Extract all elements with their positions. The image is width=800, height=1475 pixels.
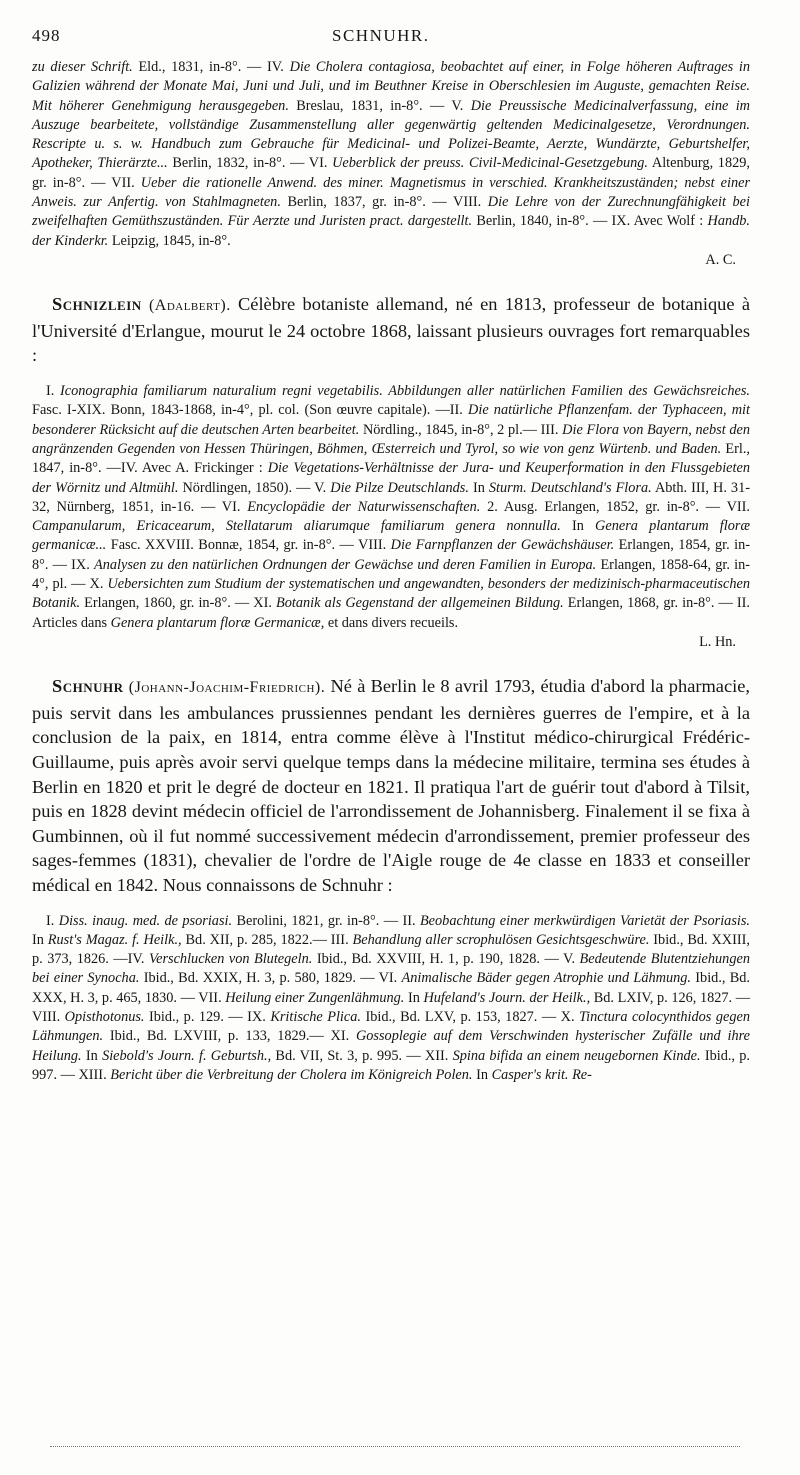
citation-text: Ibid., Bd. LXVIII, p. 133, 1829.— XI. (103, 1028, 356, 1045)
title-italic: Animalische Bäder gegen Atrophie und Lähmung. (401, 970, 691, 987)
bibliography-schnuhr (32, 912, 750, 1086)
citation-text: Fasc. I-XIX. Bonn, 1843-1868, in-4°, pl. col. (Son œuvre capitale). —II. (32, 402, 469, 419)
title-italic: Die Lehre von der Zurechnungfähigkeit bei zweifelhaften Gemüthszuständen. Für Aerzte und Juristen pract. dargestellt. (32, 194, 750, 230)
entry-text: Célèbre botaniste allemand, né en 1813, professeur de botanique à l'Université d'Erlangue, mourut le 24 octobre 1868, laissant plusieurs ouvrages fort remarquables : (32, 294, 750, 366)
citation-text: In (32, 931, 48, 948)
citation-text: In (560, 518, 596, 535)
citation-text: Bd. VII, St. 3, p. 995. — XII. (271, 1047, 453, 1064)
citation-text: I. (46, 383, 61, 400)
title-italic: Die Pilze Deutschlands. (330, 479, 469, 496)
title-italic: zu dieser Schrift. (32, 59, 133, 75)
citation-text: Eld., 1831, in-8°. — IV. (132, 59, 290, 75)
citation-text: Berlin, 1837, gr. in-8°. — VIII. (280, 194, 488, 211)
citation-text: In (468, 479, 489, 496)
title-italic: Analysen zu den natürlichen Ordnungen der Gewächse und deren Familien in Europa. (93, 556, 597, 573)
bibliography-text (32, 913, 750, 1083)
running-head: SCHNUHR. (332, 26, 430, 45)
title-italic: Bericht über die Verbreitung der Cholera im Königreich Polen. (110, 1066, 473, 1083)
citation-text: In (81, 1047, 103, 1064)
citation-text: Erlangen, 1854, gr. in-8°. — IX. (32, 537, 750, 573)
title-italic: Sturm. Deutschland's Flora. (488, 479, 652, 496)
title-italic: Tinctura colocynthidos gegen Lähmungen. (32, 1009, 750, 1045)
citation-text: Berlin, 1840, in-8°. — IX. Avec Wolf : (472, 213, 708, 230)
title-italic: Hufeland's Journ. der Heilk., (423, 989, 591, 1006)
title-italic: Ueber die rationelle Anwend. des miner. Magnetismus in verschied. Krankheitszuständen; nebst einer Anweis. zur Anfertig. von Stahlmagneten. (32, 174, 751, 211)
title-italic: Die Cholera contagiosa, beobachtet auf einer, in Folge höheren Auftrages in Galizien während der Monate Mai, Juni und Juli, und im Beuthner Kreise in Oberschlesien im Auguste, gemachten Reise. Mit höherer Genehmigung herausgegeben. (32, 59, 750, 114)
title-italic: Handb. der Kinderkr. (32, 213, 751, 249)
bibliography-text (32, 383, 750, 631)
title-italic: Die Flora von Bayern, nebst den angränzenden Gegenden von Hessen Thüringen, Böhmen, Œsterreich und Tyrol, so wie von genz Würtenb. und Baden. (32, 421, 751, 457)
title-italic: Die Farnpflanzen der Gewächshäuser. (390, 537, 615, 554)
title-italic: Gossoplegie auf dem Verschwinden hysterischer Zufälle und ihre Heilung. (32, 1028, 750, 1064)
title-italic: Spina bifida an einem neugebornen Kinde. (452, 1047, 701, 1064)
title-italic: Bedeutende Blutentziehungen bei einer Synocha. (32, 951, 750, 987)
title-italic: Ueberblick der preuss. Civil-Medicinal-Gesetzgebung. (332, 155, 649, 172)
citation-text: 2. Ausg. Erlangen, 1852, gr. in-8°. — VII. (480, 498, 751, 515)
citation-text: Berolini, 1821, gr. in-8°. — II. (232, 912, 420, 929)
citation-text: Leipzig, 1845, in-8°. (108, 232, 231, 249)
given-names: (Johann-Joachim-Friedrich). (128, 679, 326, 697)
title-italic: Genera plantarum floræ Germanicæ, (110, 614, 325, 631)
citation-text: Ibid., Bd. XXX, H. 3, p. 465, 1830. — VII. (32, 970, 751, 1006)
title-italic: Botanik als Gegenstand der allgemeinen Bildung. (276, 595, 564, 612)
entry-schnuhr-intro (32, 674, 750, 897)
citation-text: I. (46, 912, 59, 929)
citation-text: Fasc. XXVIII. Bonnæ, 1854, gr. in-8°. — VIII. (106, 537, 391, 554)
title-italic: Die Preussische Medicinalverfassung, eine im Auszuge bearbeitete, vollständige Zusammenstellung aller gegenwärtig geltenden Medicinalgesetze, Verordnungen. Rescripte u. s. w. Handbuch zum Gebrauche für Medicinal- und Polizei-Beamte, Aerzte, Wundärzte, Geburtshelfer, Apotheker, Thierärzte... (32, 97, 751, 172)
citation-text: Ibid., Bd. XXVIII, H. 1, p. 190, 1828. — V. (312, 951, 580, 968)
entry-text: Né à Berlin le 8 avril 1793, étudia d'abord la pharmacie, puis servit dans les ambulances prussiennes pendant les dernières guerres de l'empire, et à la conclusion de la paix, en 1814, entra comme élève à l'Institut médico-chirurgical Frédéric-Guillaume, puis après avoir servi quelque temps dans la médecine militaire, termina ses études à Berlin en 1820 et prit le degré de docteur en 1821. Il pratiqua l'art de guérir tout d'abord à Tilsit, puis en 1828 devint médecin officiel de l'arrondissement de Johannisberg. Finalement il se fixa à Gumbinnen, où il fut nommé successivement médecin d'arrondissement, premier professeur des sages-femmes (1831), chevalier de l'ordre de l'Aigle rouge de 4e classe en 1833 et conseiller médical en 1842. Nous connaissons de Schnuhr : (32, 676, 750, 895)
title-italic: Rust's Magaz. f. Heilk., (47, 931, 182, 948)
citation-text: Abth. III, H. 31-32, Nürnberg, 1851, in-16. — VI. (32, 479, 750, 515)
title-italic: Kritische Plica. (270, 1009, 361, 1026)
title-italic: Opisthotonus. (64, 1009, 145, 1026)
citation-text: Erlangen, 1858-64, gr. in-4°, pl. — X. (32, 556, 750, 593)
citation-text: Altenburg, 1829, gr. in-8°. — VII. (32, 155, 750, 191)
citation-text: In (404, 989, 424, 1006)
bibliography-schnizlein (32, 382, 750, 652)
title-italic: Iconographia familiarum naturalium regni vegetabilis. Abbildungen aller natürlichen Familien des Gewächsreiches. (60, 383, 750, 400)
citation-text: Ibid., Bd. XXIX, H. 3, p. 580, 1829. — VI. (139, 970, 402, 987)
title-italic: Diss. inaug. med. de psoriasi. (58, 912, 233, 929)
title-italic: Beobachtung einer merkwürdigen Varietät der Psoriasis. (419, 912, 751, 929)
title-italic: Die Vegetations-Verhältnisse der Jura- und Keuperformation in den Flussgebieten der Wörnitz und Altmühl. (32, 460, 750, 496)
citation-text: Erl., 1847, in-8°. —IV. Avec A. Frickinger : (32, 440, 750, 477)
title-italic: Genera plantarum floræ germanicæ... (32, 518, 750, 554)
citation-text: et dans divers recueils. (324, 614, 459, 631)
citation-text: Breslau, 1831, in-8°. — V. (288, 97, 471, 114)
headword: Schnuhr (52, 676, 124, 697)
bibliography-continued (32, 58, 750, 270)
author-signature: L. Hn. (699, 633, 736, 650)
given-names: (Adalbert). (148, 297, 231, 315)
title-italic: Campanularum, Ericacearum, Stellatarum aliarumque familiarum genera nonnulla. (32, 518, 561, 535)
citation-text: Ibid., p. 129. — IX. (144, 1009, 271, 1026)
title-italic: Behandlung aller scrophulösen Gesichtsgeschwüre. (352, 931, 650, 948)
citation-text: Ibid., Bd. XXIII, p. 373, 1826. —IV. (32, 931, 750, 968)
bibliography-text (32, 59, 750, 249)
citation-text: Erlangen, 1860, gr. in-8°. — XI. (80, 595, 277, 612)
citation-text: Bd. XII, p. 285, 1822.— III. (181, 931, 353, 948)
citation-text: Nördling., 1845, in-8°, 2 pl.— III. (359, 421, 563, 438)
entry-schnizlein-intro (32, 292, 750, 368)
citation-text: Ibid., Bd. LXV, p. 153, 1827. — X. (360, 1009, 580, 1026)
footer-rule (50, 1446, 740, 1447)
title-italic: Heilung einer Zungenlähmung. (225, 989, 405, 1006)
page-number: 498 (32, 26, 61, 45)
citation-text: In (472, 1066, 492, 1083)
title-italic: Siebold's Journ. f. Geburtsh., (102, 1047, 272, 1064)
title-italic: Uebersichten zum Studium der systematischen und angewandten, besonders der medizinisch-pharmaceutischen Botanik. (32, 576, 750, 612)
title-italic: Verschlucken von Blutegeln. (148, 951, 313, 968)
page-header (32, 26, 750, 56)
citation-text: Bd. LXIV, p. 126, 1827. — VIII. (32, 989, 750, 1026)
headword: Schnizlein (52, 294, 142, 315)
citation-text: Nördlingen, 1850). — V. (178, 479, 331, 496)
citation-text: Berlin, 1832, in-8°. — VI. (167, 155, 333, 172)
title-italic: Die natürliche Pflanzenfam. der Typhaceen, mit besonderer Rücksicht auf die deutschen Arten bearbeitet. (32, 402, 750, 438)
citation-text: Erlangen, 1868, gr. in-8°. — II. Articles dans (32, 595, 751, 631)
title-italic: Encyclopädie der Naturwissenschaften. (247, 498, 481, 515)
citation-text: Ibid., p. 997. — XIII. (32, 1047, 750, 1083)
title-italic: Casper's krit. Re- (491, 1066, 592, 1083)
author-signature: A. C. (705, 251, 736, 268)
